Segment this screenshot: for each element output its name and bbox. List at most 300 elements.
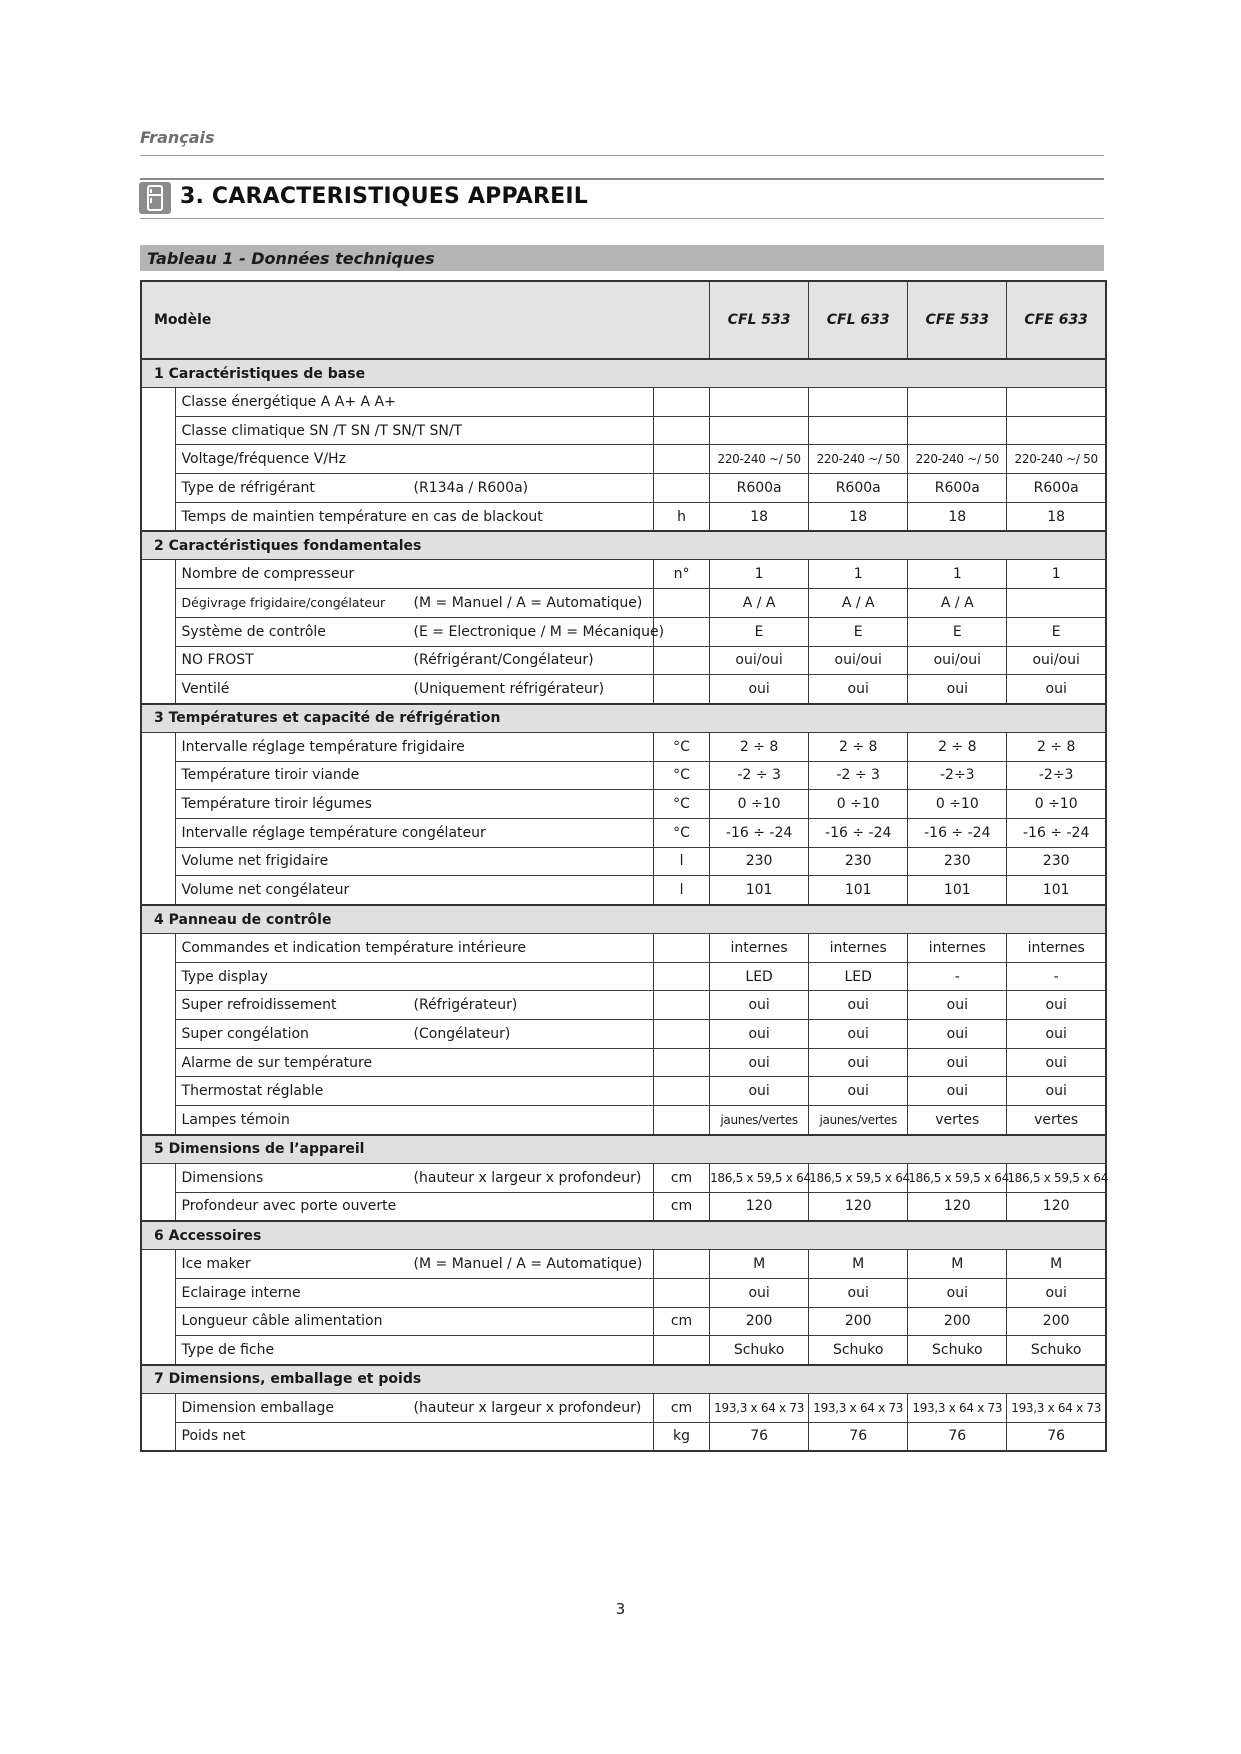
row-value: oui bbox=[908, 1020, 1007, 1049]
table-row bbox=[141, 1020, 1106, 1049]
row-value: oui bbox=[1007, 1077, 1106, 1106]
row-value: M bbox=[1007, 1250, 1106, 1279]
row-value: 230 bbox=[710, 847, 809, 876]
row-value: -2 ÷ 3 bbox=[809, 761, 908, 790]
row-label: Dimension emballage bbox=[181, 1399, 334, 1416]
row-value: 120 bbox=[1007, 1192, 1106, 1221]
row-gutter bbox=[141, 1336, 175, 1365]
table-row bbox=[141, 1077, 1106, 1106]
row-value: oui bbox=[1007, 675, 1106, 704]
row-value: 220-240 ~/ 50 bbox=[809, 445, 908, 474]
row-value: 220-240 ~/ 50 bbox=[710, 445, 809, 474]
row-value bbox=[908, 416, 1007, 445]
row-value: Schuko bbox=[809, 1336, 908, 1365]
table-row bbox=[141, 1307, 1106, 1336]
row-value: 1 bbox=[908, 560, 1007, 589]
row-unit bbox=[654, 1278, 710, 1307]
row-value: 120 bbox=[710, 1192, 809, 1221]
row-unit: h bbox=[654, 502, 710, 531]
table-section-row bbox=[141, 359, 1106, 388]
table-row bbox=[141, 416, 1106, 445]
row-value: jaunes/vertes bbox=[710, 1106, 809, 1135]
row-value: oui/oui bbox=[710, 646, 809, 675]
row-label: Voltage/fréquence V/Hz bbox=[181, 451, 346, 468]
row-gutter bbox=[141, 675, 175, 704]
row-value: E bbox=[1007, 617, 1106, 646]
row-value: 2 ÷ 8 bbox=[710, 732, 809, 761]
row-value: 193,3 x 64 x 73 bbox=[710, 1393, 809, 1422]
row-label-cell bbox=[175, 675, 653, 704]
row-unit bbox=[654, 962, 710, 991]
table-section-row bbox=[141, 905, 1106, 934]
row-unit: kg bbox=[654, 1422, 710, 1451]
row-unit bbox=[654, 474, 710, 503]
row-value: E bbox=[809, 617, 908, 646]
row-hint: (M = Manuel / A = Automatique) bbox=[413, 594, 643, 611]
row-label-cell bbox=[175, 1048, 653, 1077]
row-gutter bbox=[141, 617, 175, 646]
row-value: -2 ÷ 3 bbox=[710, 761, 809, 790]
row-label: Température tiroir viande bbox=[181, 767, 360, 784]
table-row bbox=[141, 1422, 1106, 1451]
row-gutter bbox=[141, 560, 175, 589]
row-value: 1 bbox=[710, 560, 809, 589]
row-value bbox=[1007, 388, 1106, 417]
row-value: R600a bbox=[710, 474, 809, 503]
row-value: A / A bbox=[908, 589, 1007, 618]
row-label-cell bbox=[175, 732, 653, 761]
row-unit: cm bbox=[654, 1307, 710, 1336]
row-hint: (Réfrigérateur) bbox=[413, 997, 518, 1014]
row-unit: n° bbox=[654, 560, 710, 589]
section-bottom-rule bbox=[140, 218, 1104, 219]
row-label-cell bbox=[175, 790, 653, 819]
row-gutter bbox=[141, 1250, 175, 1279]
row-unit bbox=[654, 675, 710, 704]
row-value: oui bbox=[809, 1048, 908, 1077]
row-label: Lampes témoin bbox=[181, 1111, 290, 1128]
row-label: Ice maker bbox=[181, 1256, 251, 1273]
row-value: vertes bbox=[908, 1106, 1007, 1135]
table-row bbox=[141, 560, 1106, 589]
row-label: Commandes et indication température intérieure bbox=[181, 939, 526, 956]
row-gutter bbox=[141, 1307, 175, 1336]
row-gutter bbox=[141, 502, 175, 531]
row-value: 2 ÷ 8 bbox=[809, 732, 908, 761]
technical-data-table bbox=[140, 280, 1107, 1452]
row-label-cell bbox=[175, 502, 653, 531]
row-label-cell bbox=[175, 934, 653, 963]
row-value: 193,3 x 64 x 73 bbox=[1007, 1393, 1106, 1422]
model-name: CFL 633 bbox=[809, 281, 908, 359]
table-row bbox=[141, 675, 1106, 704]
row-label: Nombre de compresseur bbox=[181, 566, 355, 583]
table-section-title: 2 Caractéristiques fondamentales bbox=[141, 531, 1106, 560]
table-section-title: 6 Accessoires bbox=[141, 1221, 1106, 1250]
table-row bbox=[141, 1393, 1106, 1422]
row-value: oui bbox=[908, 1048, 1007, 1077]
table-row bbox=[141, 1048, 1106, 1077]
row-value: 230 bbox=[908, 847, 1007, 876]
row-value: 76 bbox=[809, 1422, 908, 1451]
row-gutter bbox=[141, 445, 175, 474]
table-section-title: 1 Caractéristiques de base bbox=[141, 359, 1106, 388]
row-unit: °C bbox=[654, 761, 710, 790]
table-row bbox=[141, 962, 1106, 991]
row-unit: °C bbox=[654, 732, 710, 761]
row-value: 200 bbox=[710, 1307, 809, 1336]
row-gutter bbox=[141, 962, 175, 991]
table-row bbox=[141, 876, 1106, 905]
row-value: A / A bbox=[710, 589, 809, 618]
row-label-cell bbox=[175, 818, 653, 847]
row-label-cell bbox=[175, 761, 653, 790]
row-label-cell bbox=[175, 1077, 653, 1106]
row-value: 186,5 x 59,5 x 64 bbox=[908, 1163, 1007, 1192]
row-hint: (Uniquement réfrigérateur) bbox=[413, 681, 605, 698]
row-unit: l bbox=[654, 847, 710, 876]
row-label-cell bbox=[175, 991, 653, 1020]
row-gutter bbox=[141, 1106, 175, 1135]
fridge-icon bbox=[139, 182, 171, 214]
row-value: oui bbox=[908, 1077, 1007, 1106]
row-gutter bbox=[141, 1077, 175, 1106]
row-label-cell bbox=[175, 962, 653, 991]
table-section-row bbox=[141, 1221, 1106, 1250]
table-row bbox=[141, 1278, 1106, 1307]
table-section-title: 4 Panneau de contrôle bbox=[141, 905, 1106, 934]
row-value: oui bbox=[1007, 991, 1106, 1020]
row-gutter bbox=[141, 1422, 175, 1451]
row-label: Intervalle réglage température congélateur bbox=[181, 824, 486, 841]
row-gutter bbox=[141, 876, 175, 905]
row-label-cell bbox=[175, 876, 653, 905]
language-label: Français bbox=[140, 128, 215, 147]
row-unit bbox=[654, 416, 710, 445]
row-label: Type de fiche bbox=[181, 1342, 275, 1359]
table-section-title: 5 Dimensions de l’appareil bbox=[141, 1135, 1106, 1164]
row-gutter bbox=[141, 732, 175, 761]
row-value: R600a bbox=[1007, 474, 1106, 503]
row-value: oui bbox=[809, 1077, 908, 1106]
row-label-cell bbox=[175, 1192, 653, 1221]
table-section-row bbox=[141, 1135, 1106, 1164]
header-divider bbox=[140, 155, 1104, 156]
row-hint: (R134a / R600a) bbox=[413, 479, 529, 496]
row-value: 120 bbox=[809, 1192, 908, 1221]
row-label: Volume net congélateur bbox=[181, 882, 350, 899]
row-gutter bbox=[141, 1048, 175, 1077]
row-value: 0 ÷10 bbox=[809, 790, 908, 819]
row-label-cell bbox=[175, 445, 653, 474]
table-row bbox=[141, 589, 1106, 618]
row-value: oui/oui bbox=[1007, 646, 1106, 675]
row-label-cell bbox=[175, 560, 653, 589]
row-value: 2 ÷ 8 bbox=[1007, 732, 1106, 761]
row-label-cell bbox=[175, 589, 653, 618]
section-top-rule bbox=[140, 178, 1104, 180]
row-value: 1 bbox=[809, 560, 908, 589]
row-gutter bbox=[141, 388, 175, 417]
row-value: oui bbox=[1007, 1048, 1106, 1077]
row-value: oui bbox=[1007, 1278, 1106, 1307]
row-unit bbox=[654, 589, 710, 618]
row-value: LED bbox=[809, 962, 908, 991]
row-value: R600a bbox=[908, 474, 1007, 503]
row-value: -16 ÷ -24 bbox=[908, 818, 1007, 847]
model-header-row bbox=[141, 281, 1106, 359]
row-value: oui bbox=[908, 1278, 1007, 1307]
row-value: Schuko bbox=[710, 1336, 809, 1365]
row-value: 0 ÷10 bbox=[1007, 790, 1106, 819]
row-unit bbox=[654, 388, 710, 417]
model-header-label: Modèle bbox=[141, 281, 710, 359]
row-value: 120 bbox=[908, 1192, 1007, 1221]
row-value bbox=[809, 388, 908, 417]
row-value: Schuko bbox=[1007, 1336, 1106, 1365]
row-value bbox=[809, 416, 908, 445]
row-label-cell bbox=[175, 1106, 653, 1135]
row-gutter bbox=[141, 991, 175, 1020]
row-unit bbox=[654, 1048, 710, 1077]
row-value: oui bbox=[710, 1020, 809, 1049]
row-hint: (E = Electronique / M = Mécanique) bbox=[413, 623, 665, 640]
row-gutter bbox=[141, 761, 175, 790]
row-value: internes bbox=[710, 934, 809, 963]
row-value: oui/oui bbox=[908, 646, 1007, 675]
row-label-cell bbox=[175, 474, 653, 503]
row-gutter bbox=[141, 474, 175, 503]
row-value: E bbox=[908, 617, 1007, 646]
row-value: - bbox=[1007, 962, 1106, 991]
row-value: oui bbox=[809, 1278, 908, 1307]
row-value: 18 bbox=[809, 502, 908, 531]
table-section-row bbox=[141, 531, 1106, 560]
row-value: M bbox=[809, 1250, 908, 1279]
table-row bbox=[141, 502, 1106, 531]
row-value: 200 bbox=[908, 1307, 1007, 1336]
row-value: 101 bbox=[809, 876, 908, 905]
row-value: 200 bbox=[809, 1307, 908, 1336]
row-gutter bbox=[141, 934, 175, 963]
table-section-title: 7 Dimensions, emballage et poids bbox=[141, 1365, 1106, 1394]
table-row bbox=[141, 646, 1106, 675]
row-value: oui bbox=[710, 1278, 809, 1307]
row-gutter bbox=[141, 646, 175, 675]
row-value: oui bbox=[710, 1077, 809, 1106]
row-unit: °C bbox=[654, 818, 710, 847]
row-value bbox=[710, 388, 809, 417]
row-value: oui bbox=[710, 1048, 809, 1077]
table-caption: Tableau 1 - Données techniques bbox=[147, 249, 435, 268]
row-gutter bbox=[141, 818, 175, 847]
row-unit: °C bbox=[654, 790, 710, 819]
row-value: R600a bbox=[809, 474, 908, 503]
row-value: 0 ÷10 bbox=[710, 790, 809, 819]
row-label: Dimensions bbox=[181, 1169, 264, 1186]
row-value: -2÷3 bbox=[908, 761, 1007, 790]
table-row bbox=[141, 1192, 1106, 1221]
row-value: 193,3 x 64 x 73 bbox=[809, 1393, 908, 1422]
row-value: A / A bbox=[809, 589, 908, 618]
row-label: Intervalle réglage température frigidaire bbox=[181, 738, 465, 755]
row-value: Schuko bbox=[908, 1336, 1007, 1365]
table-row bbox=[141, 761, 1106, 790]
row-label: Eclairage interne bbox=[181, 1284, 301, 1301]
row-value: oui bbox=[809, 675, 908, 704]
row-unit bbox=[654, 934, 710, 963]
row-value: LED bbox=[710, 962, 809, 991]
row-unit bbox=[654, 1077, 710, 1106]
row-label: Type de réfrigérant bbox=[181, 479, 315, 496]
row-value: 18 bbox=[710, 502, 809, 531]
row-value: 18 bbox=[908, 502, 1007, 531]
row-value: oui bbox=[710, 991, 809, 1020]
table-section-row bbox=[141, 1365, 1106, 1394]
row-value: oui bbox=[1007, 1020, 1106, 1049]
row-value: 101 bbox=[710, 876, 809, 905]
table-section-title: 3 Températures et capacité de réfrigération bbox=[141, 704, 1106, 733]
row-gutter bbox=[141, 1163, 175, 1192]
table-row bbox=[141, 790, 1106, 819]
row-unit bbox=[654, 1106, 710, 1135]
row-gutter bbox=[141, 1393, 175, 1422]
row-value: 193,3 x 64 x 73 bbox=[908, 1393, 1007, 1422]
row-gutter bbox=[141, 1278, 175, 1307]
row-label-cell bbox=[175, 847, 653, 876]
row-value: 220-240 ~/ 50 bbox=[1007, 445, 1106, 474]
row-label: Type display bbox=[181, 968, 268, 985]
row-label: Super refroidissement bbox=[181, 997, 337, 1014]
row-gutter bbox=[141, 847, 175, 876]
row-value: E bbox=[710, 617, 809, 646]
row-label-cell bbox=[175, 388, 653, 417]
section-title: 3. CARACTERISTIQUES APPAREIL bbox=[180, 184, 588, 209]
row-unit: cm bbox=[654, 1163, 710, 1192]
row-unit: l bbox=[654, 876, 710, 905]
row-label: Poids net bbox=[181, 1428, 246, 1445]
row-gutter bbox=[141, 416, 175, 445]
table-caption-bar bbox=[140, 245, 1104, 271]
row-label-cell bbox=[175, 1393, 653, 1422]
row-label: Alarme de sur température bbox=[181, 1054, 373, 1071]
row-value: 230 bbox=[1007, 847, 1106, 876]
row-value: 2 ÷ 8 bbox=[908, 732, 1007, 761]
row-unit: cm bbox=[654, 1192, 710, 1221]
row-label-cell bbox=[175, 617, 665, 646]
row-unit bbox=[654, 1020, 710, 1049]
table-row bbox=[141, 1250, 1106, 1279]
row-unit: cm bbox=[654, 1393, 710, 1422]
row-unit bbox=[654, 445, 710, 474]
row-value: 186,5 x 59,5 x 64 bbox=[710, 1163, 809, 1192]
table-row bbox=[141, 934, 1106, 963]
row-hint: (M = Manuel / A = Automatique) bbox=[413, 1256, 643, 1273]
model-name: CFE 533 bbox=[908, 281, 1007, 359]
model-name: CFE 633 bbox=[1007, 281, 1106, 359]
row-label-cell bbox=[175, 1307, 653, 1336]
row-hint: (hauteur x largeur x profondeur) bbox=[413, 1169, 642, 1186]
row-value: M bbox=[908, 1250, 1007, 1279]
model-name: CFL 533 bbox=[710, 281, 809, 359]
row-value: 76 bbox=[1007, 1422, 1106, 1451]
table-row bbox=[141, 474, 1106, 503]
row-value: 76 bbox=[908, 1422, 1007, 1451]
row-gutter bbox=[141, 589, 175, 618]
row-value: M bbox=[710, 1250, 809, 1279]
row-value: oui bbox=[908, 991, 1007, 1020]
row-value: - bbox=[908, 962, 1007, 991]
table-row bbox=[141, 818, 1106, 847]
table-row bbox=[141, 445, 1106, 474]
row-label: Super congélation bbox=[181, 1025, 309, 1042]
row-label-cell bbox=[175, 1250, 653, 1279]
row-label-cell bbox=[175, 1020, 653, 1049]
row-value: oui bbox=[908, 675, 1007, 704]
row-value bbox=[1007, 416, 1106, 445]
row-gutter bbox=[141, 1192, 175, 1221]
row-unit bbox=[654, 991, 710, 1020]
row-value: jaunes/vertes bbox=[809, 1106, 908, 1135]
row-value: vertes bbox=[1007, 1106, 1106, 1135]
table-row bbox=[141, 847, 1106, 876]
row-label: Longueur câble alimentation bbox=[181, 1313, 383, 1330]
row-label: Système de contrôle bbox=[181, 623, 326, 640]
row-label: Ventilé bbox=[181, 681, 230, 698]
row-unit bbox=[654, 1336, 710, 1365]
row-value: -16 ÷ -24 bbox=[809, 818, 908, 847]
row-hint: (hauteur x largeur x profondeur) bbox=[413, 1399, 642, 1416]
table-row bbox=[141, 617, 1106, 646]
row-label-cell bbox=[175, 1422, 653, 1451]
row-gutter bbox=[141, 790, 175, 819]
row-unit bbox=[654, 646, 710, 675]
page-number: 3 bbox=[615, 1600, 626, 1618]
row-value: 101 bbox=[908, 876, 1007, 905]
row-value: 1 bbox=[1007, 560, 1106, 589]
row-label-cell bbox=[175, 1278, 653, 1307]
row-label: Thermostat réglable bbox=[181, 1083, 324, 1100]
row-value: internes bbox=[1007, 934, 1106, 963]
table-row bbox=[141, 1163, 1106, 1192]
row-label: Classe énergétique A A+ A A+ bbox=[181, 393, 396, 410]
row-label: Température tiroir légumes bbox=[181, 796, 372, 813]
row-value bbox=[908, 388, 1007, 417]
row-value: -2÷3 bbox=[1007, 761, 1106, 790]
row-value: internes bbox=[908, 934, 1007, 963]
row-value: 200 bbox=[1007, 1307, 1106, 1336]
row-value bbox=[1007, 589, 1106, 618]
row-value: oui bbox=[809, 991, 908, 1020]
row-value: 186,5 x 59,5 x 64 bbox=[809, 1163, 908, 1192]
table-body bbox=[141, 281, 1109, 1451]
row-label: Profondeur avec porte ouverte bbox=[181, 1198, 397, 1215]
table-section-row bbox=[141, 704, 1106, 733]
table-row bbox=[141, 732, 1106, 761]
row-value: -16 ÷ -24 bbox=[710, 818, 809, 847]
row-label-cell bbox=[175, 646, 653, 675]
row-value: oui bbox=[809, 1020, 908, 1049]
row-value: 0 ÷10 bbox=[908, 790, 1007, 819]
row-hint: (Congélateur) bbox=[413, 1025, 511, 1042]
row-label-cell bbox=[175, 1163, 653, 1192]
row-value: 230 bbox=[809, 847, 908, 876]
row-unit bbox=[654, 1250, 710, 1279]
row-value: oui bbox=[710, 675, 809, 704]
row-hint: (Réfrigérant/Congélateur) bbox=[413, 652, 594, 669]
row-gutter bbox=[141, 1020, 175, 1049]
row-label-cell bbox=[175, 416, 653, 445]
